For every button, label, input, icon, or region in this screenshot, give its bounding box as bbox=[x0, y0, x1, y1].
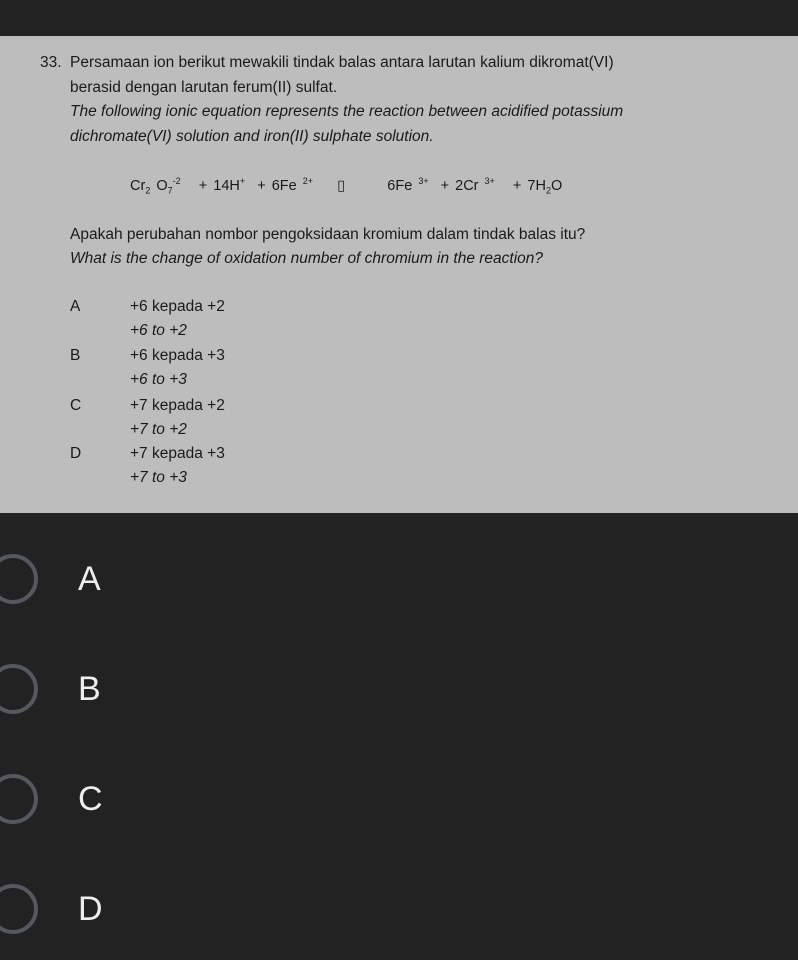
eq-part: + 7H bbox=[512, 177, 546, 194]
eq-part: 3+ bbox=[484, 176, 495, 186]
answer-option-a[interactable] bbox=[0, 530, 798, 630]
question-text-english-2: dichromate(VI) solution and iron(II) sulphate solution. bbox=[70, 128, 434, 145]
question-text-malay-2: berasid dengan larutan ferum(II) sulfat. bbox=[70, 79, 338, 96]
eq-part: 6Fe bbox=[387, 177, 419, 194]
question-text-english-1: The following ionic equation represents the reaction between acidified potassium bbox=[70, 103, 624, 120]
choice-malay: +7 kepada +3 bbox=[130, 445, 225, 462]
answer-option-d[interactable] bbox=[0, 860, 798, 960]
choice-malay: +6 kepada +3 bbox=[130, 347, 225, 364]
eq-part: O bbox=[550, 177, 563, 194]
radio-button[interactable] bbox=[0, 664, 38, 714]
eq-part: + 6Fe bbox=[257, 177, 303, 194]
choice-english: +6 to +2 bbox=[130, 322, 187, 339]
radio-button[interactable] bbox=[0, 774, 38, 824]
eq-part: 2 bbox=[545, 185, 551, 196]
question-image bbox=[0, 36, 798, 513]
choice-letter: B bbox=[70, 347, 81, 364]
eq-part: 2 bbox=[145, 185, 151, 196]
arrow-glyph: ▯ bbox=[337, 177, 346, 194]
choice-english: +6 to +3 bbox=[130, 371, 187, 388]
answer-label: A bbox=[78, 560, 101, 598]
answer-label: D bbox=[78, 890, 103, 928]
answer-option-c[interactable] bbox=[0, 750, 798, 850]
choice-letter: D bbox=[70, 445, 82, 462]
answer-option-b[interactable] bbox=[0, 640, 798, 740]
choice-malay: +7 kepada +2 bbox=[130, 397, 225, 414]
eq-part: + bbox=[239, 176, 246, 186]
ionic-equation bbox=[130, 176, 562, 196]
eq-part: 7 bbox=[167, 185, 173, 196]
eq-part: -2 bbox=[172, 176, 181, 186]
choice-letter: A bbox=[70, 298, 81, 315]
ask-malay: Apakah perubahan nombor pengoksidaan kromium dalam tindak balas itu? bbox=[70, 226, 586, 243]
choice-malay: +6 kepada +2 bbox=[130, 298, 225, 315]
question-text-malay-1: Persamaan ion berikut mewakili tindak balas antara larutan kalium dikromat(VI) bbox=[70, 54, 614, 71]
eq-part: O bbox=[150, 177, 168, 194]
eq-part: + 14H bbox=[198, 177, 240, 194]
eq-part: Cr bbox=[130, 177, 146, 194]
choice-english: +7 to +3 bbox=[130, 469, 187, 486]
radio-button[interactable] bbox=[0, 884, 38, 934]
choice-english: +7 to +2 bbox=[130, 421, 187, 438]
question-number: 33. bbox=[40, 54, 62, 71]
choice-letter: C bbox=[70, 397, 82, 414]
eq-part: + 2Cr bbox=[440, 177, 485, 194]
ask-english: What is the change of oxidation number of chromium in the reaction? bbox=[70, 250, 544, 267]
eq-part: 3+ bbox=[418, 176, 429, 186]
eq-part: 2+ bbox=[302, 176, 313, 186]
answer-label: B bbox=[78, 670, 101, 708]
answer-label: C bbox=[78, 780, 103, 818]
radio-button[interactable] bbox=[0, 554, 38, 604]
